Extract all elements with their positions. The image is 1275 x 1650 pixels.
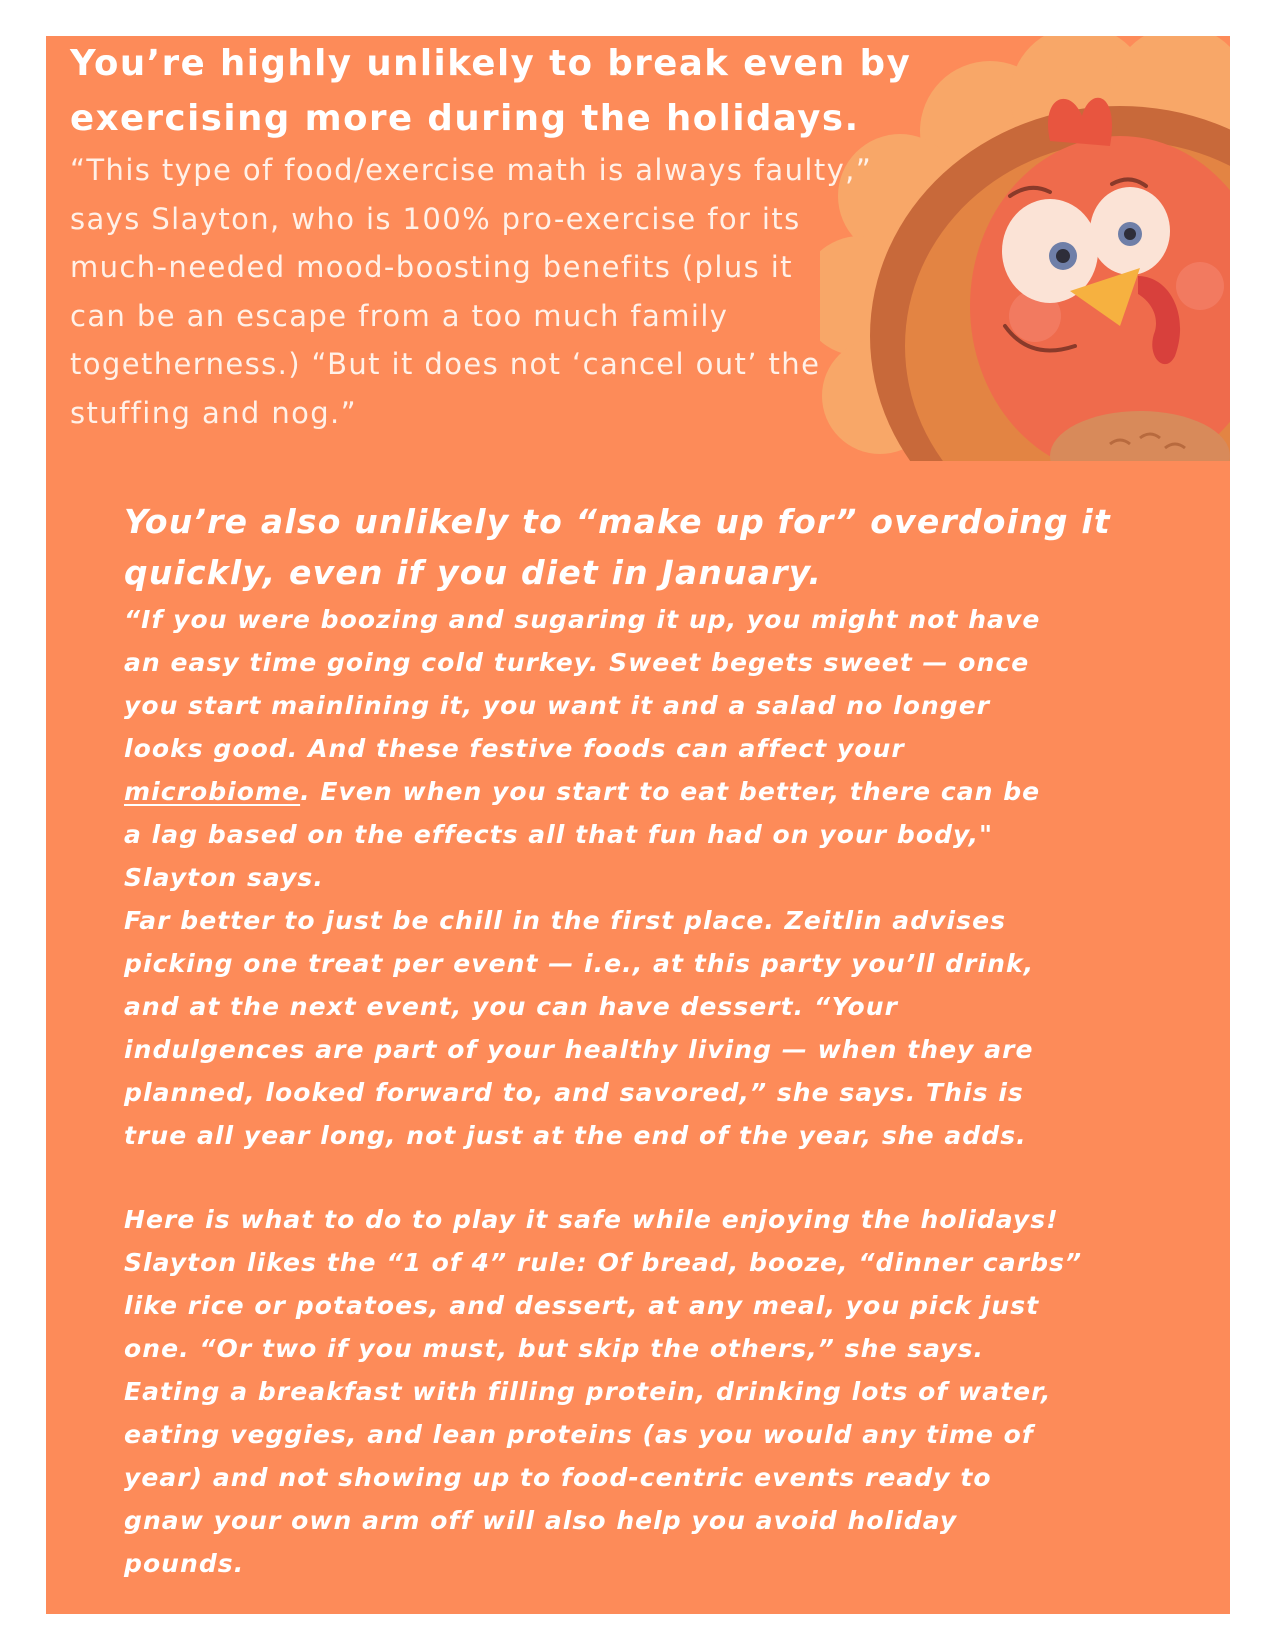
body-line: gnaw your own arm off will also help you avoid holiday [124,1506,958,1535]
body-line: Here is what to do to play it safe while enjoying the holidays! [124,1205,1059,1234]
heading-line: You’re also unlikely to “make up for” overdoing it [124,502,1111,541]
body-line: can be an escape from a too much family [70,298,729,333]
body-line: says Slayton, who is 100% pro-exercise for its [70,201,801,236]
body-line: picking one treat per event — i.e., at this party you’ll drink, [124,949,1035,978]
body-line: much-needed mood-boosting benefits (plus it [70,250,793,284]
microbiome-link[interactable]: microbiome [124,777,301,806]
body-line: a lag based on the effects all that fun had on your body," [124,820,994,849]
body-line: “If you were boozing and sugaring it up, you might not have [124,605,1041,634]
heading-line: quickly, even if you diet in January. [124,553,823,592]
body-line: true all year long, not just at the end of the year, she adds. [124,1121,1027,1150]
body-line: one. “Or two if you must, but skip the others,” she says. [124,1334,985,1363]
heading-line: You’re highly unlikely to break even by [70,43,912,84]
body-line: pounds. [124,1549,245,1578]
body-line: like rice or potatoes, and dessert, at any meal, you pick just [124,1291,1040,1320]
body-line: planned, looked forward to, and savored,” she says. This is [124,1078,1024,1107]
body-line: and at the next event, you can have dessert. “Your [124,992,898,1021]
body-line: stuffing and nog.” [70,395,358,430]
body-line: Eating a breakfast with filling protein, drinking lots of water, [124,1377,1052,1406]
body-line: Far better to just be chill in the first place. Zeitlin advises [124,906,1007,935]
paragraph-spacer [124,1157,1124,1198]
body-line-rest: . Even when you start to eat better, there can be [300,777,1041,806]
body-line: “This type of food/exercise math is always faulty,” [70,153,873,187]
body-line: indulgences are part of your healthy living — when they are [124,1035,1034,1064]
body-line: Slayton says. [124,863,324,892]
body-line: looks good. And these festive foods can affect your [124,734,905,763]
heading-line: exercising more during the holidays. [70,98,860,139]
article-panel [46,36,1230,1614]
section-make-up-for [124,496,1124,1585]
body-line: eating veggies, and lean proteins (as you would any time of [124,1420,1034,1449]
body-line: year) and not showing up to food-centric events ready to [124,1463,992,1492]
body-line: an easy time going cold turkey. Sweet begets sweet — once [124,648,1030,677]
body-line [124,770,1124,813]
body-line: togetherness.) “But it does not ‘cancel out’ the [70,347,821,381]
section-break-even [70,36,920,437]
body-line: Slayton likes the “1 of 4” rule: Of bread, booze, “dinner carbs” [124,1248,1083,1277]
body-line: you start mainlining it, you want it and a salad no longer [124,691,991,720]
